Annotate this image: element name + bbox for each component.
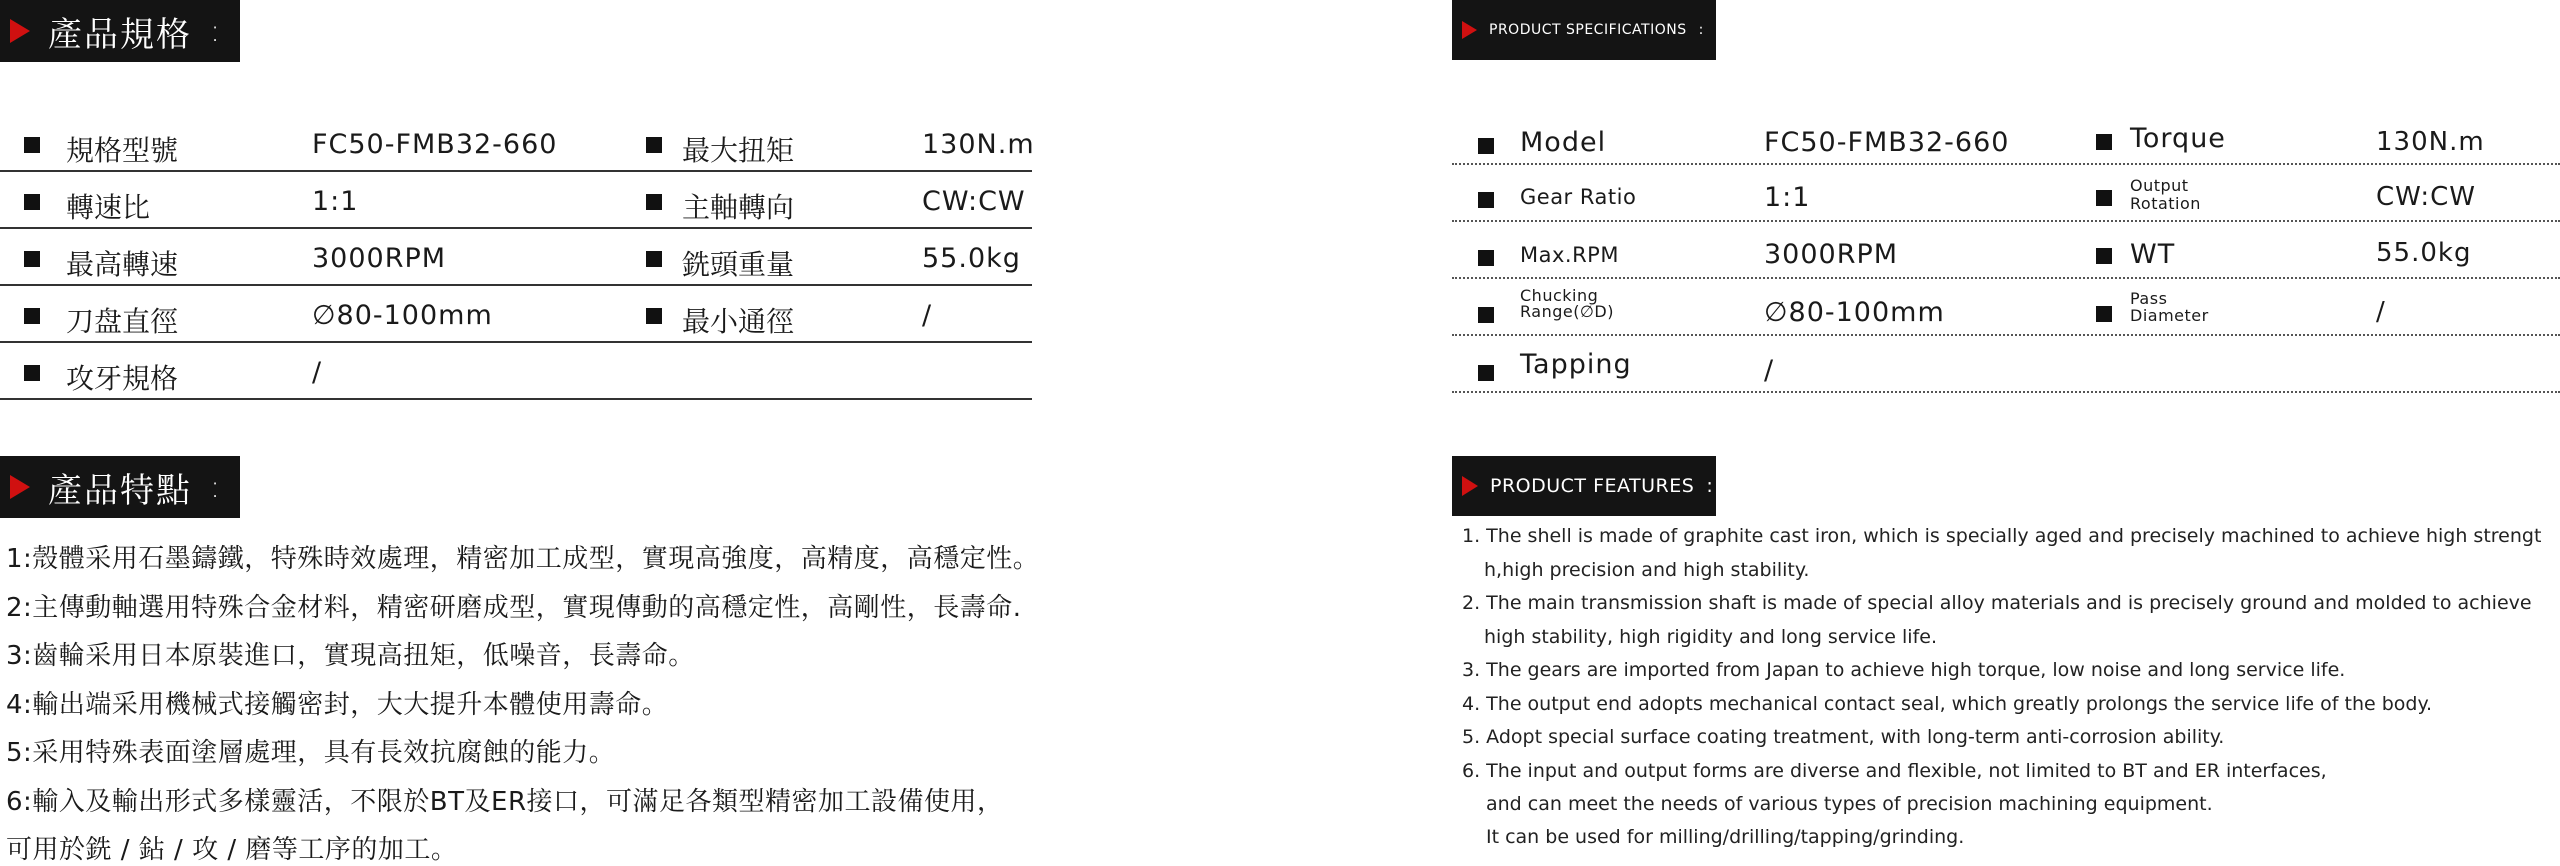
play-triangle-icon [10,19,30,43]
list-item: 1. The shell is made of graphite cast iron, which is specially aged and precisely machined to achieve high strengt [1462,525,2542,547]
bullet-square-icon [2096,134,2112,150]
play-triangle-icon [1462,21,1477,39]
spec-value: FC50-FMB32-660 [1764,127,2010,158]
bullet-square-icon [1478,250,1494,266]
spec-value: ∅80-100mm [312,300,493,331]
bullet-square-icon [24,365,40,381]
play-triangle-icon [1462,476,1478,496]
table-row [0,115,1035,172]
spec-label: 最小通徑 [682,305,795,338]
spec-label: Torque [2130,123,2226,154]
bullet-square-icon [1478,138,1494,154]
table-row [1452,108,2560,165]
list-item: 1:殼體采用石墨鑄鐵，特殊時效處理，精密加工成型，實現高強度，高精度，高穩定性。 [6,544,1040,574]
bullet-square-icon [2096,190,2112,206]
spec-value: / [1764,355,1775,386]
en-spec-header: PRODUCT SPECIFICATIONS : [1452,0,1716,60]
bullet-square-icon [1478,365,1494,381]
bullet-square-icon [24,251,40,267]
spec-label: Model [1520,127,1607,158]
bullet-square-icon [646,308,662,324]
list-item: 可用於銑 / 鉆 / 攻 / 磨等工序的加工。 [6,835,458,865]
list-item: 5. Adopt special surface coating treatment, with long-term anti-corrosion ability. [1462,726,2225,748]
bullet-square-icon [2096,306,2112,322]
bullet-square-icon [646,137,662,153]
spec-value: CW:CW [922,186,1026,217]
bullet-square-icon [646,194,662,210]
cn-spec-title: 產品規格 [48,14,192,55]
spec-label: Tapping [1520,349,1632,380]
spec-label: Pass [2130,289,2168,308]
table-row [1452,279,2560,336]
list-item: 5:采用特殊表面塗層處理，具有長效抗腐蝕的能力。 [6,738,616,768]
spec-value: 55.0kg [922,243,1021,274]
bullet-square-icon [24,194,40,210]
table-row [0,286,1032,343]
spec-label: Rotation [2130,194,2201,213]
en-spec-title: PRODUCT SPECIFICATIONS [1489,22,1687,38]
spec-label: Max.RPM [1520,243,1619,267]
spec-value: 1:1 [1764,182,1811,213]
spec-label: 攻牙規格 [66,362,179,395]
spec-value: 1:1 [312,186,359,217]
bullet-square-icon [646,251,662,267]
spec-value: / [312,357,323,388]
cn-spec-header: 產品規格 : [0,0,240,62]
list-item: and can meet the needs of various types of precision machining equipment. [1486,793,2213,815]
cn-features-title: 產品特點 [48,470,192,511]
spec-value: 55.0kg [2376,238,2472,268]
table-row [0,172,1032,229]
list-item: high stability, high rigidity and long service life. [1484,626,1937,648]
spec-label: 銑頭重量 [682,248,795,281]
spec-label: 刀盘直徑 [66,305,179,338]
bullet-square-icon [24,137,40,153]
spec-value: CW:CW [2376,182,2476,212]
table-row [0,343,1032,400]
spec-label: Output [2130,176,2189,195]
spec-label: Range(∅D) [1520,302,1614,321]
spec-label: Diameter [2130,306,2209,325]
list-item: 2:主傳動軸選用特殊合金材料，精密研磨成型，實現傳動的高穩定性，高剛性，長壽命. [6,593,1022,623]
spec-value: ∅80-100mm [1764,297,1945,328]
spec-value: / [922,300,933,331]
list-item: 2. The main transmission shaft is made of special alloy materials and is precisely ground and molded to achieve [1462,592,2532,614]
spec-label: 最高轉速 [66,248,179,281]
spec-label: 主軸轉向 [682,191,795,224]
bullet-square-icon [1478,307,1494,323]
list-item: 4:輸出端采用機械式接觸密封，大大提升本體使用壽命。 [6,690,669,720]
en-features-header: PRODUCT FEATURES : [1452,456,1716,516]
table-row [1452,165,2560,222]
spec-label: Gear Ratio [1520,185,1637,209]
bullet-square-icon [24,308,40,324]
en-features-title: PRODUCT FEATURES [1490,475,1695,497]
bullet-square-icon [2096,248,2112,264]
spec-label: 轉速比 [66,191,151,224]
list-item: 6:輸入及輸出形式多樣靈活，不限於BT及ER接口，可滿足各類型精密加工設備使用， [6,787,1004,817]
spec-label: Chucking [1520,286,1599,305]
table-row [1452,222,2560,279]
spec-value: / [2376,297,2386,327]
play-triangle-icon [10,475,30,499]
list-item: h,high precision and high stability. [1484,559,1810,581]
spec-value: 130N.m [2376,127,2485,157]
table-row [1452,336,2560,393]
list-item: It can be used for milling/drilling/tapping/grinding. [1486,826,1965,848]
list-item: 4. The output end adopts mechanical contact seal, which greatly prolongs the service life of the body. [1462,693,2433,715]
spec-value: 130N.m [922,129,1035,160]
list-item: 3. The gears are imported from Japan to achieve high torque, low noise and long service life. [1462,659,2346,681]
table-row [0,229,1032,286]
list-item: 6. The input and output forms are diverse and flexible, not limited to BT and ER interfaces, [1462,760,2327,782]
spec-value: FC50-FMB32-660 [312,129,558,160]
spec-label: 最大扭矩 [682,134,795,167]
spec-value: 3000RPM [312,243,447,274]
list-item: 3:齒輪采用日本原裝進口，實現高扭矩，低噪音，長壽命。 [6,641,695,671]
spec-label: 規格型號 [66,134,179,167]
spec-value: 3000RPM [1764,239,1899,270]
bullet-square-icon [1478,192,1494,208]
spec-label: WT [2130,239,2176,270]
cn-features-header: 產品特點 : [0,456,240,518]
